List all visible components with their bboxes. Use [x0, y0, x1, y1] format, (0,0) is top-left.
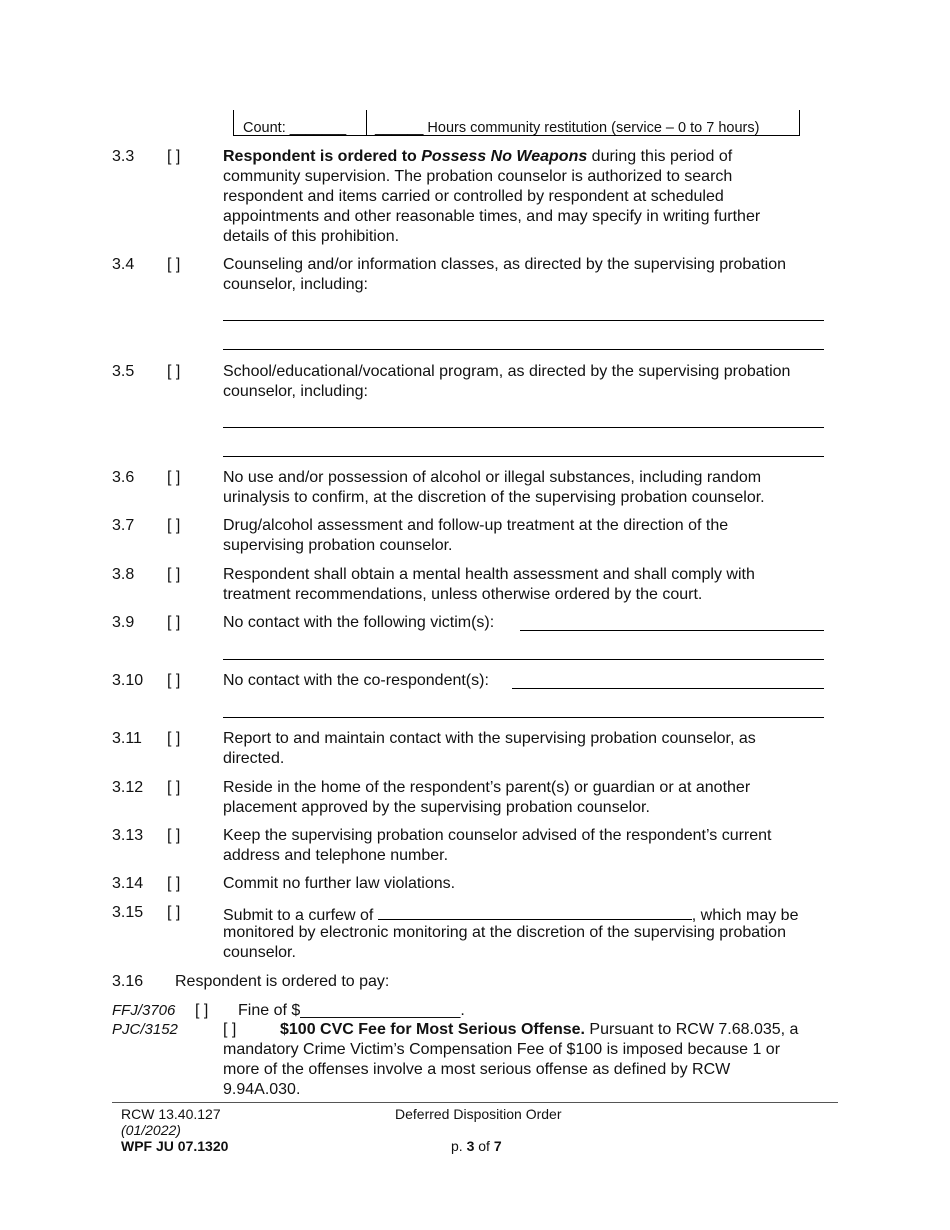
- checkbox[interactable]: [ ]: [167, 517, 181, 534]
- footer-date: (01/2022): [121, 1122, 181, 1138]
- item-number: 3.5: [112, 363, 135, 380]
- item-text: Report to and maintain contact with the supervising probation counselor, as directed.: [223, 730, 756, 767]
- footer-page-number: p. 3 of 7: [451, 1138, 502, 1154]
- cvc-fee-heading: $100 CVC Fee for Most Serious Offense.: [280, 1021, 585, 1038]
- checkbox[interactable]: [ ]: [167, 363, 181, 380]
- item-number: 3.12: [112, 779, 144, 796]
- checkbox[interactable]: [ ]: [167, 827, 181, 844]
- co-respondent-name-line[interactable]: [512, 688, 824, 689]
- item-text: Keep the supervising probation counselor advised of the respondent’s current address and telephone number.: [223, 827, 772, 864]
- fine-label: Fine of $__________________.: [238, 1002, 465, 1019]
- ffj-code: FFJ/3706: [112, 1002, 176, 1019]
- cvc-first-rest: Pursuant to RCW 7.68.035, a: [584, 1021, 799, 1038]
- count-divider: [366, 110, 367, 135]
- item-number: 3.9: [112, 614, 135, 631]
- item-number: 3.3: [112, 148, 135, 165]
- fine-checkbox[interactable]: [ ]: [195, 1002, 209, 1019]
- item-number: 3.14: [112, 875, 144, 892]
- checkbox[interactable]: [ ]: [167, 875, 181, 892]
- footer-rcw: RCW 13.40.127: [121, 1106, 221, 1122]
- item-number: 3.15: [112, 904, 144, 921]
- checkbox[interactable]: [ ]: [167, 672, 181, 689]
- checkbox[interactable]: [ ]: [167, 730, 181, 747]
- item-text: Respondent shall obtain a mental health assessment and shall comply with treatment recommendations, unless otherwise ordered by the court.: [223, 566, 755, 603]
- hours-label: ______ Hours community restitution (service – 0 to 7 hours): [375, 120, 760, 136]
- victim-name-line[interactable]: [520, 630, 824, 631]
- possess-no-weapons: Possess No Weapons: [421, 148, 588, 165]
- count-label: Count: _______: [243, 120, 347, 136]
- item-text: Commit no further law violations.: [223, 875, 456, 892]
- item-number: 3.4: [112, 256, 135, 273]
- checkbox[interactable]: [ ]: [167, 148, 181, 165]
- fill-line[interactable]: [223, 320, 824, 321]
- fill-line[interactable]: [223, 427, 824, 428]
- item-text: Respondent is ordered to pay:: [175, 973, 390, 990]
- item-text: No contact with the co-respondent(s):: [223, 672, 489, 689]
- pjc-code: PJC/3152: [112, 1021, 178, 1038]
- curfew-label: Submit to a curfew of: [223, 907, 374, 924]
- item-text: No use and/or possession of alcohol or illegal substances, including random urinalysis to confirm, at the discretion of the supervising probation counselor.: [223, 469, 765, 506]
- item-number: 3.10: [112, 672, 144, 689]
- checkbox[interactable]: [ ]: [167, 566, 181, 583]
- checkbox[interactable]: [ ]: [167, 904, 181, 921]
- checkbox[interactable]: [ ]: [167, 614, 181, 631]
- footer-title: Deferred Disposition Order: [395, 1106, 562, 1122]
- checkbox[interactable]: [ ]: [167, 469, 181, 486]
- fill-line[interactable]: [223, 659, 824, 660]
- cvc-checkbox[interactable]: [ ]: [223, 1021, 237, 1038]
- item-number: 3.16: [112, 973, 144, 990]
- item-text: [223, 147, 803, 247]
- item-number: 3.8: [112, 566, 135, 583]
- fill-line[interactable]: [223, 456, 824, 457]
- item-rest: during this period of community supervision. The probation counselor is authorized to search respondent and items carried or controlled by respondent at scheduled appointments and other reasonable times, and may specify in writing further details of this prohibition.: [223, 148, 761, 245]
- checkbox[interactable]: [ ]: [167, 256, 181, 273]
- footer-form-number: WPF JU 07.1320: [121, 1138, 229, 1154]
- item-number: 3.7: [112, 517, 135, 534]
- item-text: Drug/alcohol assessment and follow-up treatment at the direction of the supervising probation counselor.: [223, 517, 729, 554]
- footer-divider: [112, 1102, 838, 1103]
- item-number: 3.13: [112, 827, 144, 844]
- restitution-count-row: [233, 110, 800, 136]
- item-text: School/educational/vocational program, as directed by the supervising probation counselor, including:: [223, 363, 791, 400]
- item-number: 3.6: [112, 469, 135, 486]
- cvc-first-line: [280, 1020, 798, 1040]
- fill-line[interactable]: [223, 349, 824, 350]
- item-number: 3.11: [112, 730, 142, 747]
- item-text-continuation: monitored by electronic monitoring at the discretion of the supervising probation counselor.: [223, 924, 786, 961]
- curfew-input-line[interactable]: [378, 903, 692, 920]
- item-text: No contact with the following victim(s):: [223, 614, 495, 631]
- fill-line[interactable]: [223, 717, 824, 718]
- item-text: Reside in the home of the respondent’s parent(s) or guardian or at another placement approved by the supervising probation counselor.: [223, 779, 751, 816]
- checkbox[interactable]: [ ]: [167, 779, 181, 796]
- curfew-label-after: , which may be: [691, 907, 799, 924]
- item-lead-bold: Respondent is ordered to: [223, 148, 422, 165]
- item-text: Counseling and/or information classes, as directed by the supervising probation counselor, including:: [223, 256, 786, 293]
- cvc-fee-text: mandatory Crime Victim’s Compensation Fee of $100 is imposed because 1 or more of the offenses involve a most serious offense as defined by RCW 9.94A.030.: [223, 1041, 781, 1098]
